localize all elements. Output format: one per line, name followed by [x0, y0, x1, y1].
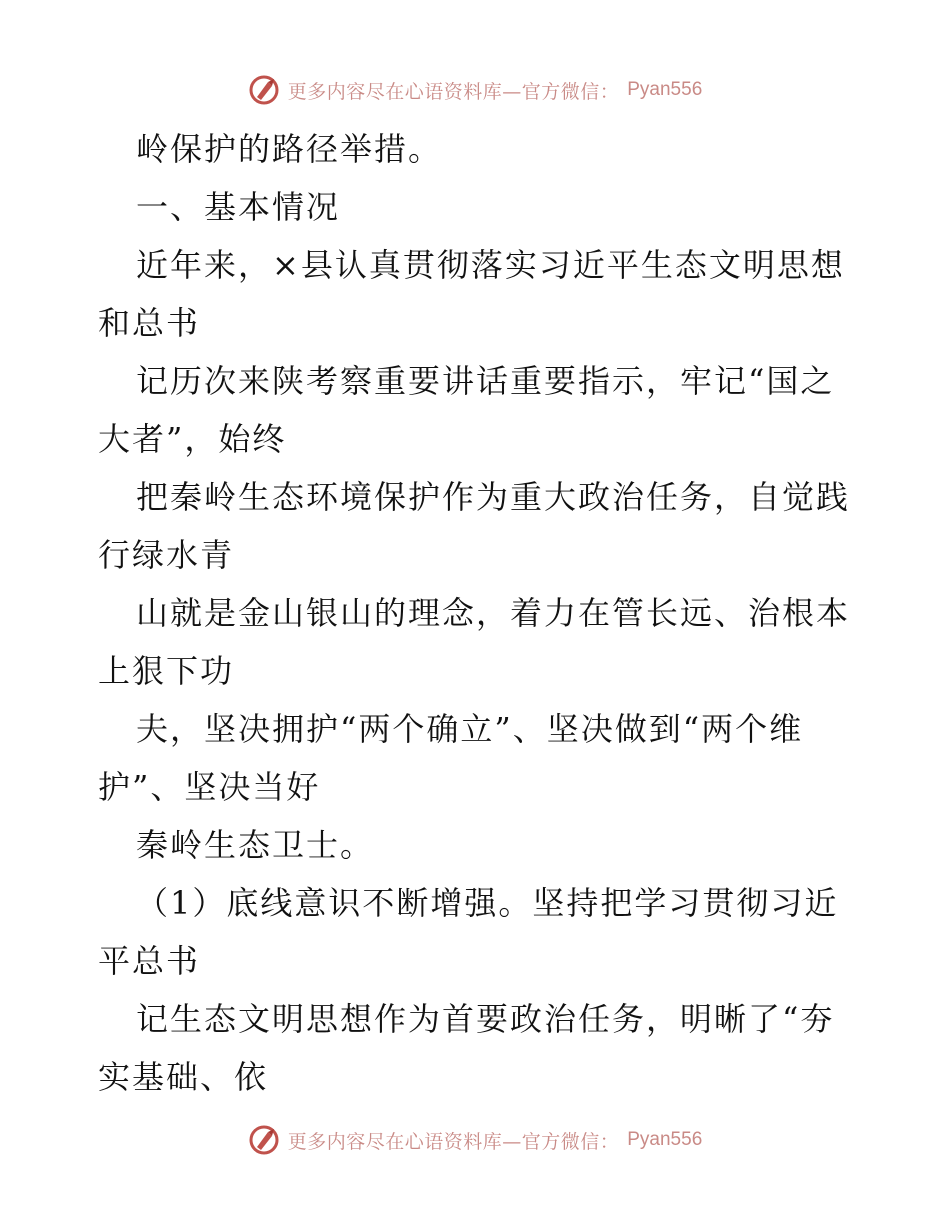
document-body — [98, 120, 858, 1106]
paragraph-line: 行绿水青 — [98, 536, 235, 574]
watermark-handle: Pyan556 — [627, 79, 703, 100]
footer-watermark — [0, 1120, 950, 1160]
paragraph-line: 护”、坚决当好 — [98, 768, 321, 806]
paragraph-line: 上狠下功 — [98, 652, 235, 690]
paragraph-line: 岭保护的路径举措。 — [136, 130, 443, 168]
watermark-text: 更多内容尽在心语资料库—官方微信： — [287, 80, 620, 103]
paragraph-line: 记历次来陕考察重要讲话重要指示，牢记“国之 — [136, 362, 835, 400]
watermark-handle: Pyan556 — [627, 1129, 703, 1150]
paragraph-line: 近年来，×县认真贯彻落实习近平生态文明思想 — [136, 246, 845, 284]
watermark-text: 更多内容尽在心语资料库—官方微信： — [287, 1130, 620, 1153]
section-heading: 一、基本情况 — [136, 188, 341, 226]
paragraph-line: 夫，坚决拥护“两个确立”、坚决做到“两个维 — [136, 710, 804, 748]
paragraph-line: 山就是金山银山的理念，着力在管长远、治根本 — [136, 594, 851, 632]
pen-nib-logo-icon — [248, 74, 280, 106]
paragraph-line: 和总书 — [98, 304, 201, 342]
paragraph-line: 记生态文明思想作为首要政治任务，明晰了“夯 — [136, 1000, 835, 1038]
paragraph-line: 把秦岭生态环境保护作为重大政治任务，自觉践 — [136, 478, 851, 516]
paragraph-line: 平总书 — [98, 942, 201, 980]
paragraph-line: 实基础、依 — [98, 1058, 269, 1096]
pen-nib-logo-icon — [248, 1124, 280, 1156]
paragraph-line: 大者”，始终 — [98, 420, 287, 458]
subsection-heading-line: （1）底线意识不断增强。坚持把学习贯彻习近 — [136, 884, 839, 922]
header-watermark — [0, 70, 950, 110]
paragraph-line: 秦岭生态卫士。 — [136, 826, 375, 864]
